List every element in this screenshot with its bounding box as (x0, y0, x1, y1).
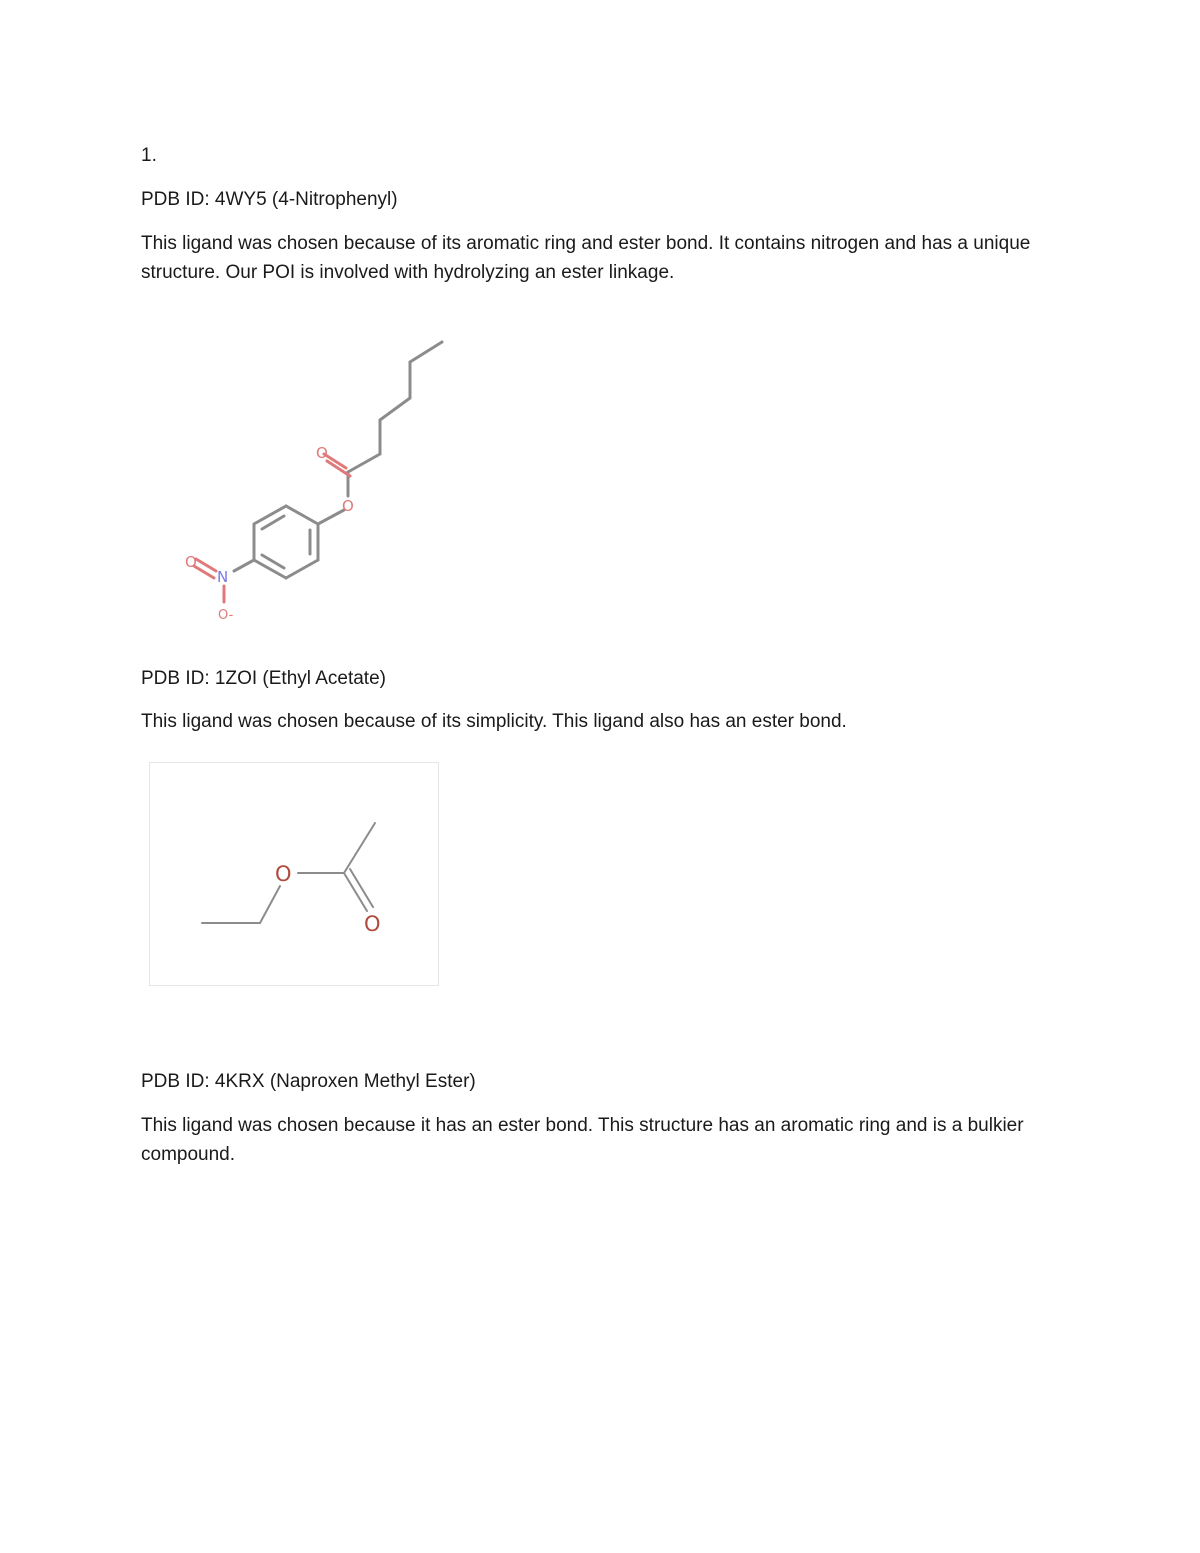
carbonyl-oxygen-label: O (364, 912, 381, 936)
entry-2-heading: PDB ID: 1ZOI (Ethyl Acetate) (141, 668, 386, 689)
entry-1-body-line-2: structure. Our POI is involved with hydrolyzing an ester linkage. (141, 262, 675, 283)
ester-oxygen-label: O (342, 497, 354, 515)
nitrogen-label: N (217, 568, 229, 586)
entry-3-heading: PDB ID: 4KRX (Naproxen Methyl Ester) (141, 1071, 476, 1092)
entry-1-body-line-1: This ligand was chosen because of its aromatic ring and ester bond. It contains nitrogen and has a unique (141, 233, 1031, 254)
entry-2-body-line-1: This ligand was chosen because of its simplicity. This ligand also has an ester bond. (141, 711, 847, 732)
ether-oxygen-label: O (275, 862, 292, 886)
entry-3-body-line-2: compound. (141, 1144, 236, 1165)
carbonyl-oxygen-label: O (316, 444, 328, 462)
nitro-oxygen-label: O (185, 553, 197, 571)
entry-3-body-line-1: This ligand was chosen because it has an ester bond. This structure has an aromatic ring and is a bulkier (141, 1115, 1024, 1136)
entry-1-heading: PDB ID: 4WY5 (4-Nitrophenyl) (141, 189, 398, 210)
section-number: 1. (141, 145, 157, 166)
ethyl-acetate-structure-image (149, 762, 439, 986)
nitro-anion-oxygen-label: O- (218, 608, 234, 623)
nitrophenyl-structure-image (170, 330, 460, 630)
